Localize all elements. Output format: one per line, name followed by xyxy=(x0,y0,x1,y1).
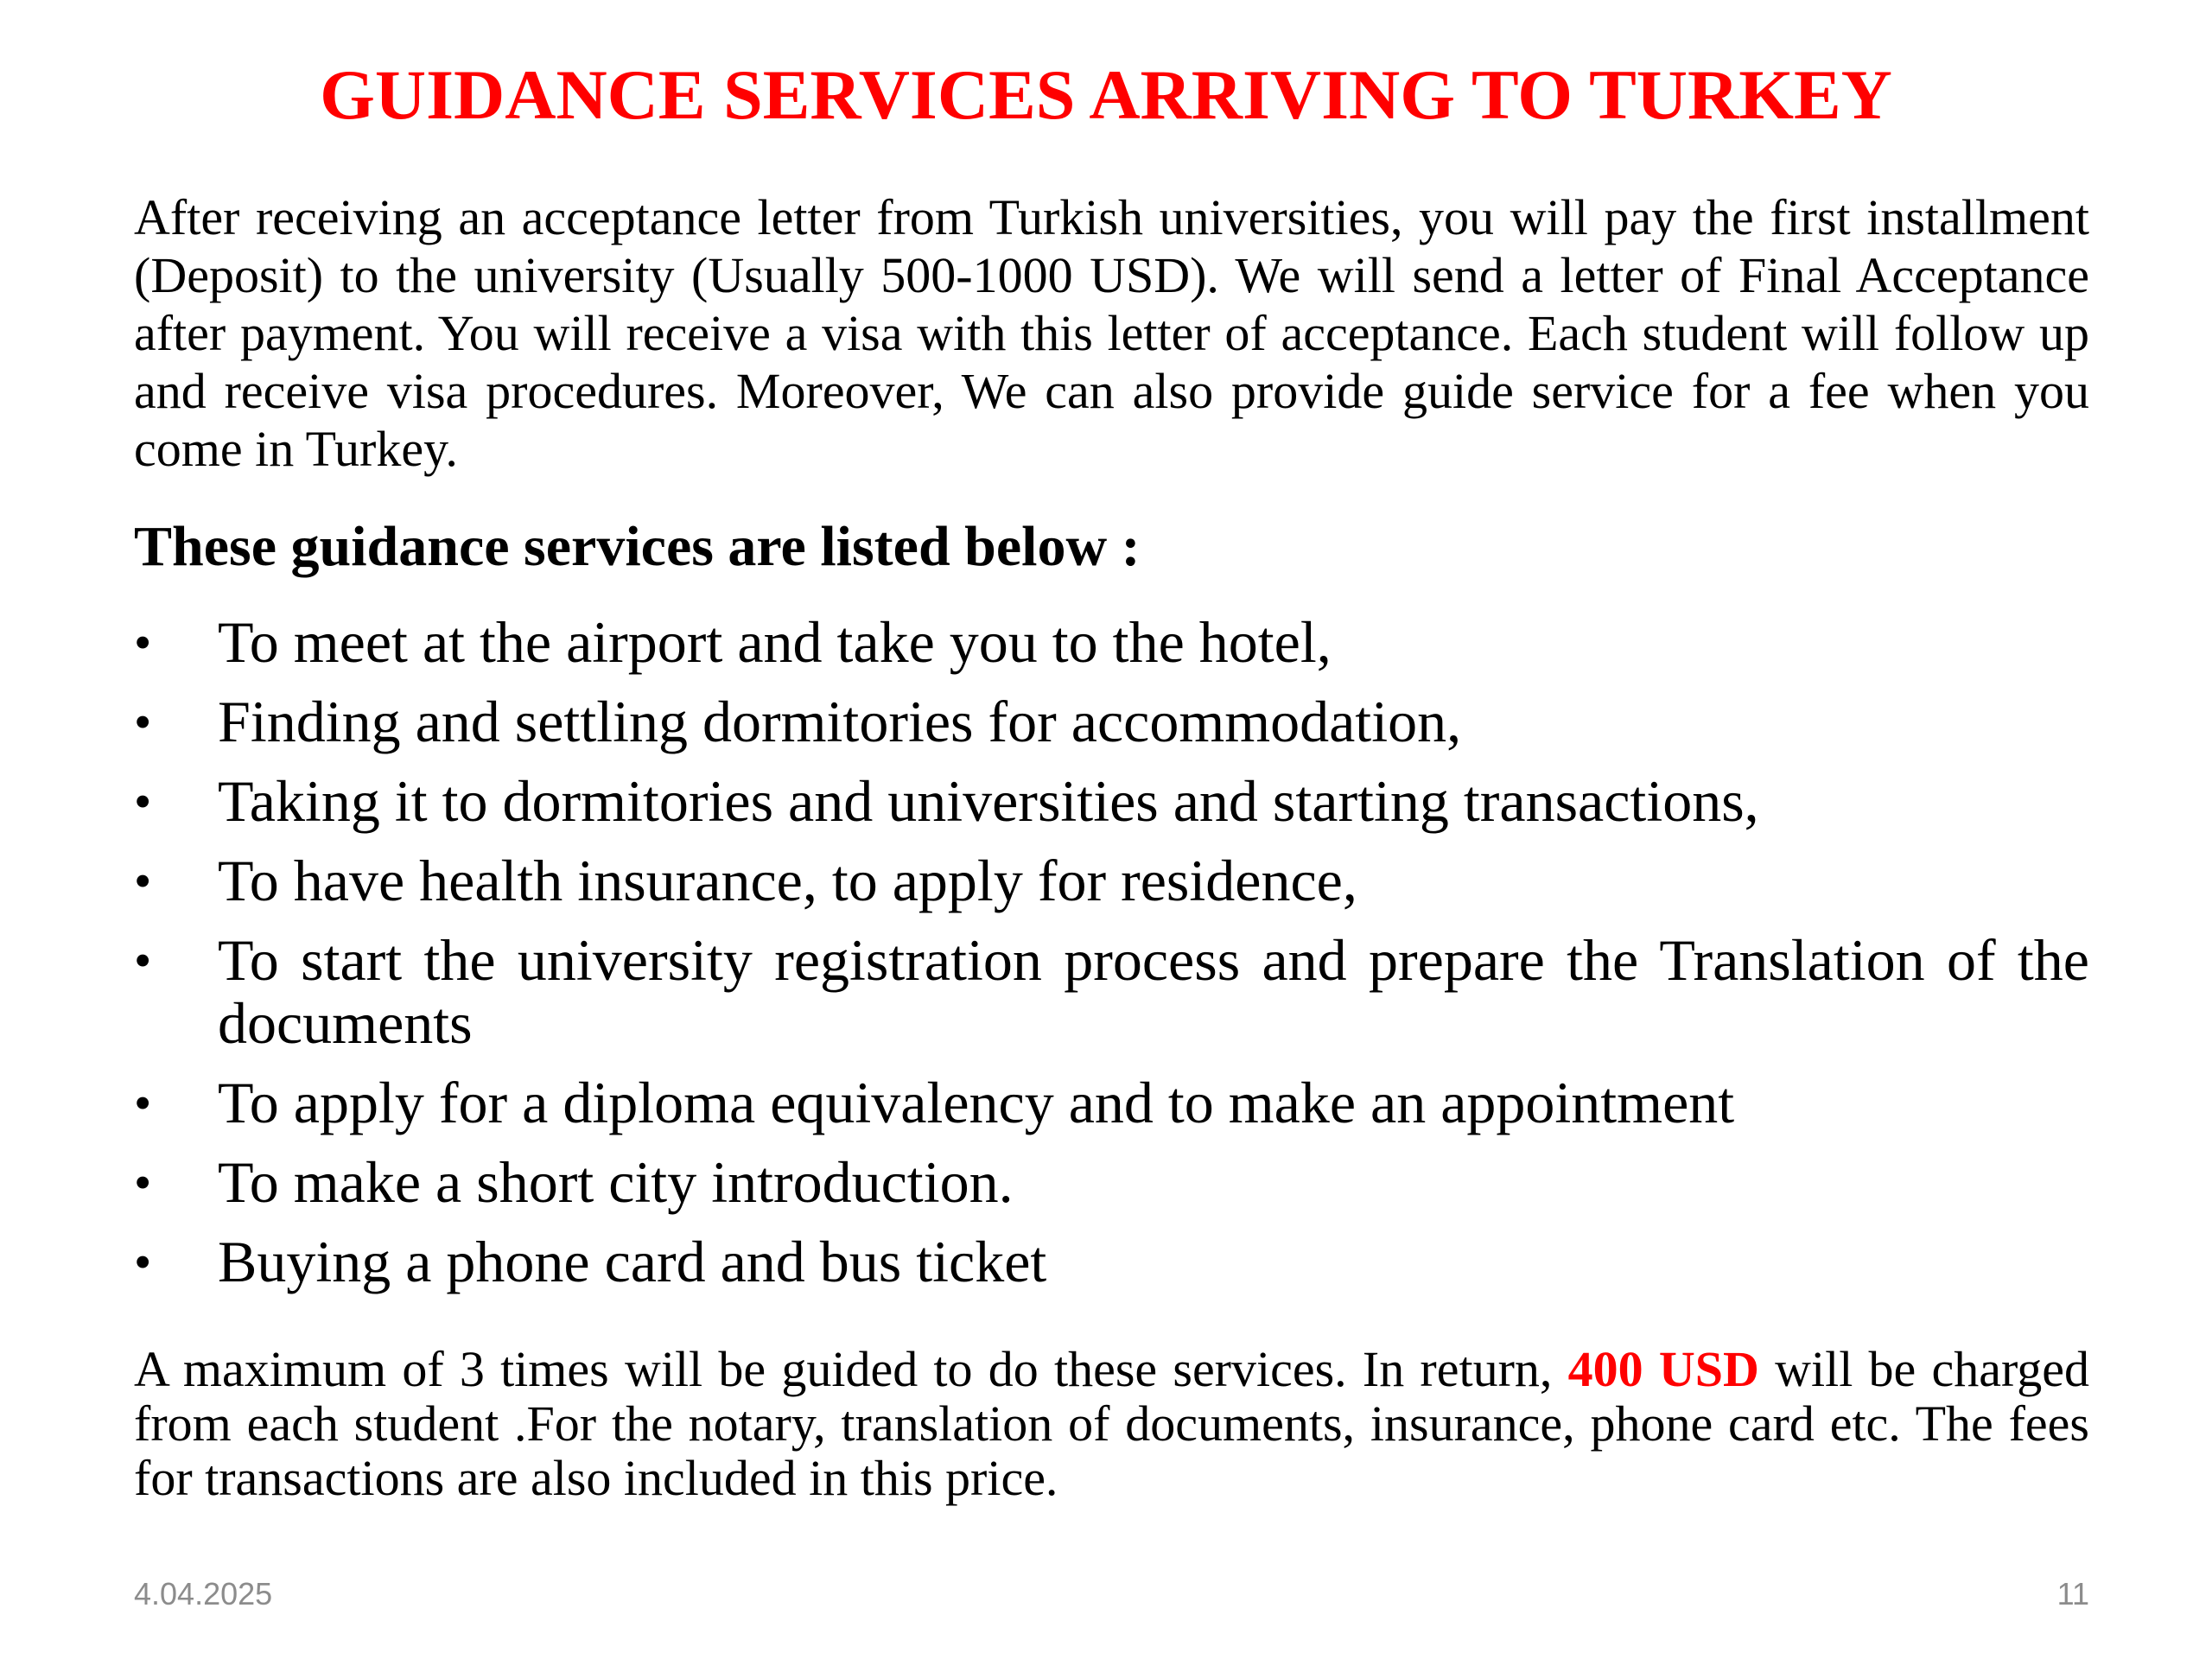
bullet-icon: • xyxy=(134,1075,152,1131)
price-highlight: 400 USD xyxy=(1567,1341,1759,1397)
service-item xyxy=(134,770,2089,833)
bullet-icon: • xyxy=(134,853,152,909)
closing-text-end: will be charged from each student .For the notary, translation of documents, insurance, phone card etc. The fees for transactions are also included in this price. xyxy=(134,1341,2089,1506)
service-item-text: To meet at the airport and take you to the hotel, xyxy=(218,609,1332,675)
intro-paragraph: After receiving an acceptance letter from Turkish universities, you will pay the first installment (Deposit) to the university (Usually 500-1000 USD). We will send a letter of Final Acceptance after payment. You will receive a visa with this letter of acceptance. Each student will follow up and receive visa procedures. Moreover, We can also provide guide service for a fee when you come in Turkey. xyxy=(134,189,2089,477)
service-item xyxy=(134,929,2089,1055)
bullet-icon: • xyxy=(134,932,152,988)
bullet-icon: • xyxy=(134,694,152,750)
service-item xyxy=(134,849,2089,912)
slide-title: GUIDANCE SERVICES ARRIVING TO TURKEY xyxy=(320,55,1892,134)
closing-paragraph xyxy=(134,1342,2089,1505)
service-item xyxy=(134,690,2089,753)
service-item-text: To have health insurance, to apply for residence, xyxy=(218,848,1357,913)
service-item xyxy=(134,1151,2089,1214)
bullet-icon: • xyxy=(134,1154,152,1211)
service-item xyxy=(134,611,2089,674)
closing-text-start: A maximum of 3 times will be guided to do these services. In return, xyxy=(134,1341,1568,1397)
service-item-text: To start the university registration process and prepare the Translation of the documents xyxy=(218,927,2089,1056)
service-item xyxy=(134,1230,2089,1294)
bullet-icon: • xyxy=(134,773,152,830)
service-item-text: Buying a phone card and bus ticket xyxy=(218,1229,1047,1294)
service-item-text: To apply for a diploma equivalency and to make an appointment xyxy=(218,1070,1735,1135)
services-list xyxy=(134,611,2089,1310)
service-item xyxy=(134,1071,2089,1135)
service-item-text: Taking it to dormitories and universities and starting transactions, xyxy=(218,768,1759,834)
footer-date: 4.04.2025 xyxy=(134,1576,273,1611)
services-list-heading: These guidance services are listed below : xyxy=(134,515,1141,578)
service-item-text: Finding and settling dormitories for accommodation, xyxy=(218,689,1462,754)
footer-page-number: 11 xyxy=(2056,1576,2089,1611)
bullet-icon: • xyxy=(134,1234,152,1290)
service-item-text: To make a short city introduction. xyxy=(218,1149,1014,1215)
bullet-icon: • xyxy=(134,614,152,671)
